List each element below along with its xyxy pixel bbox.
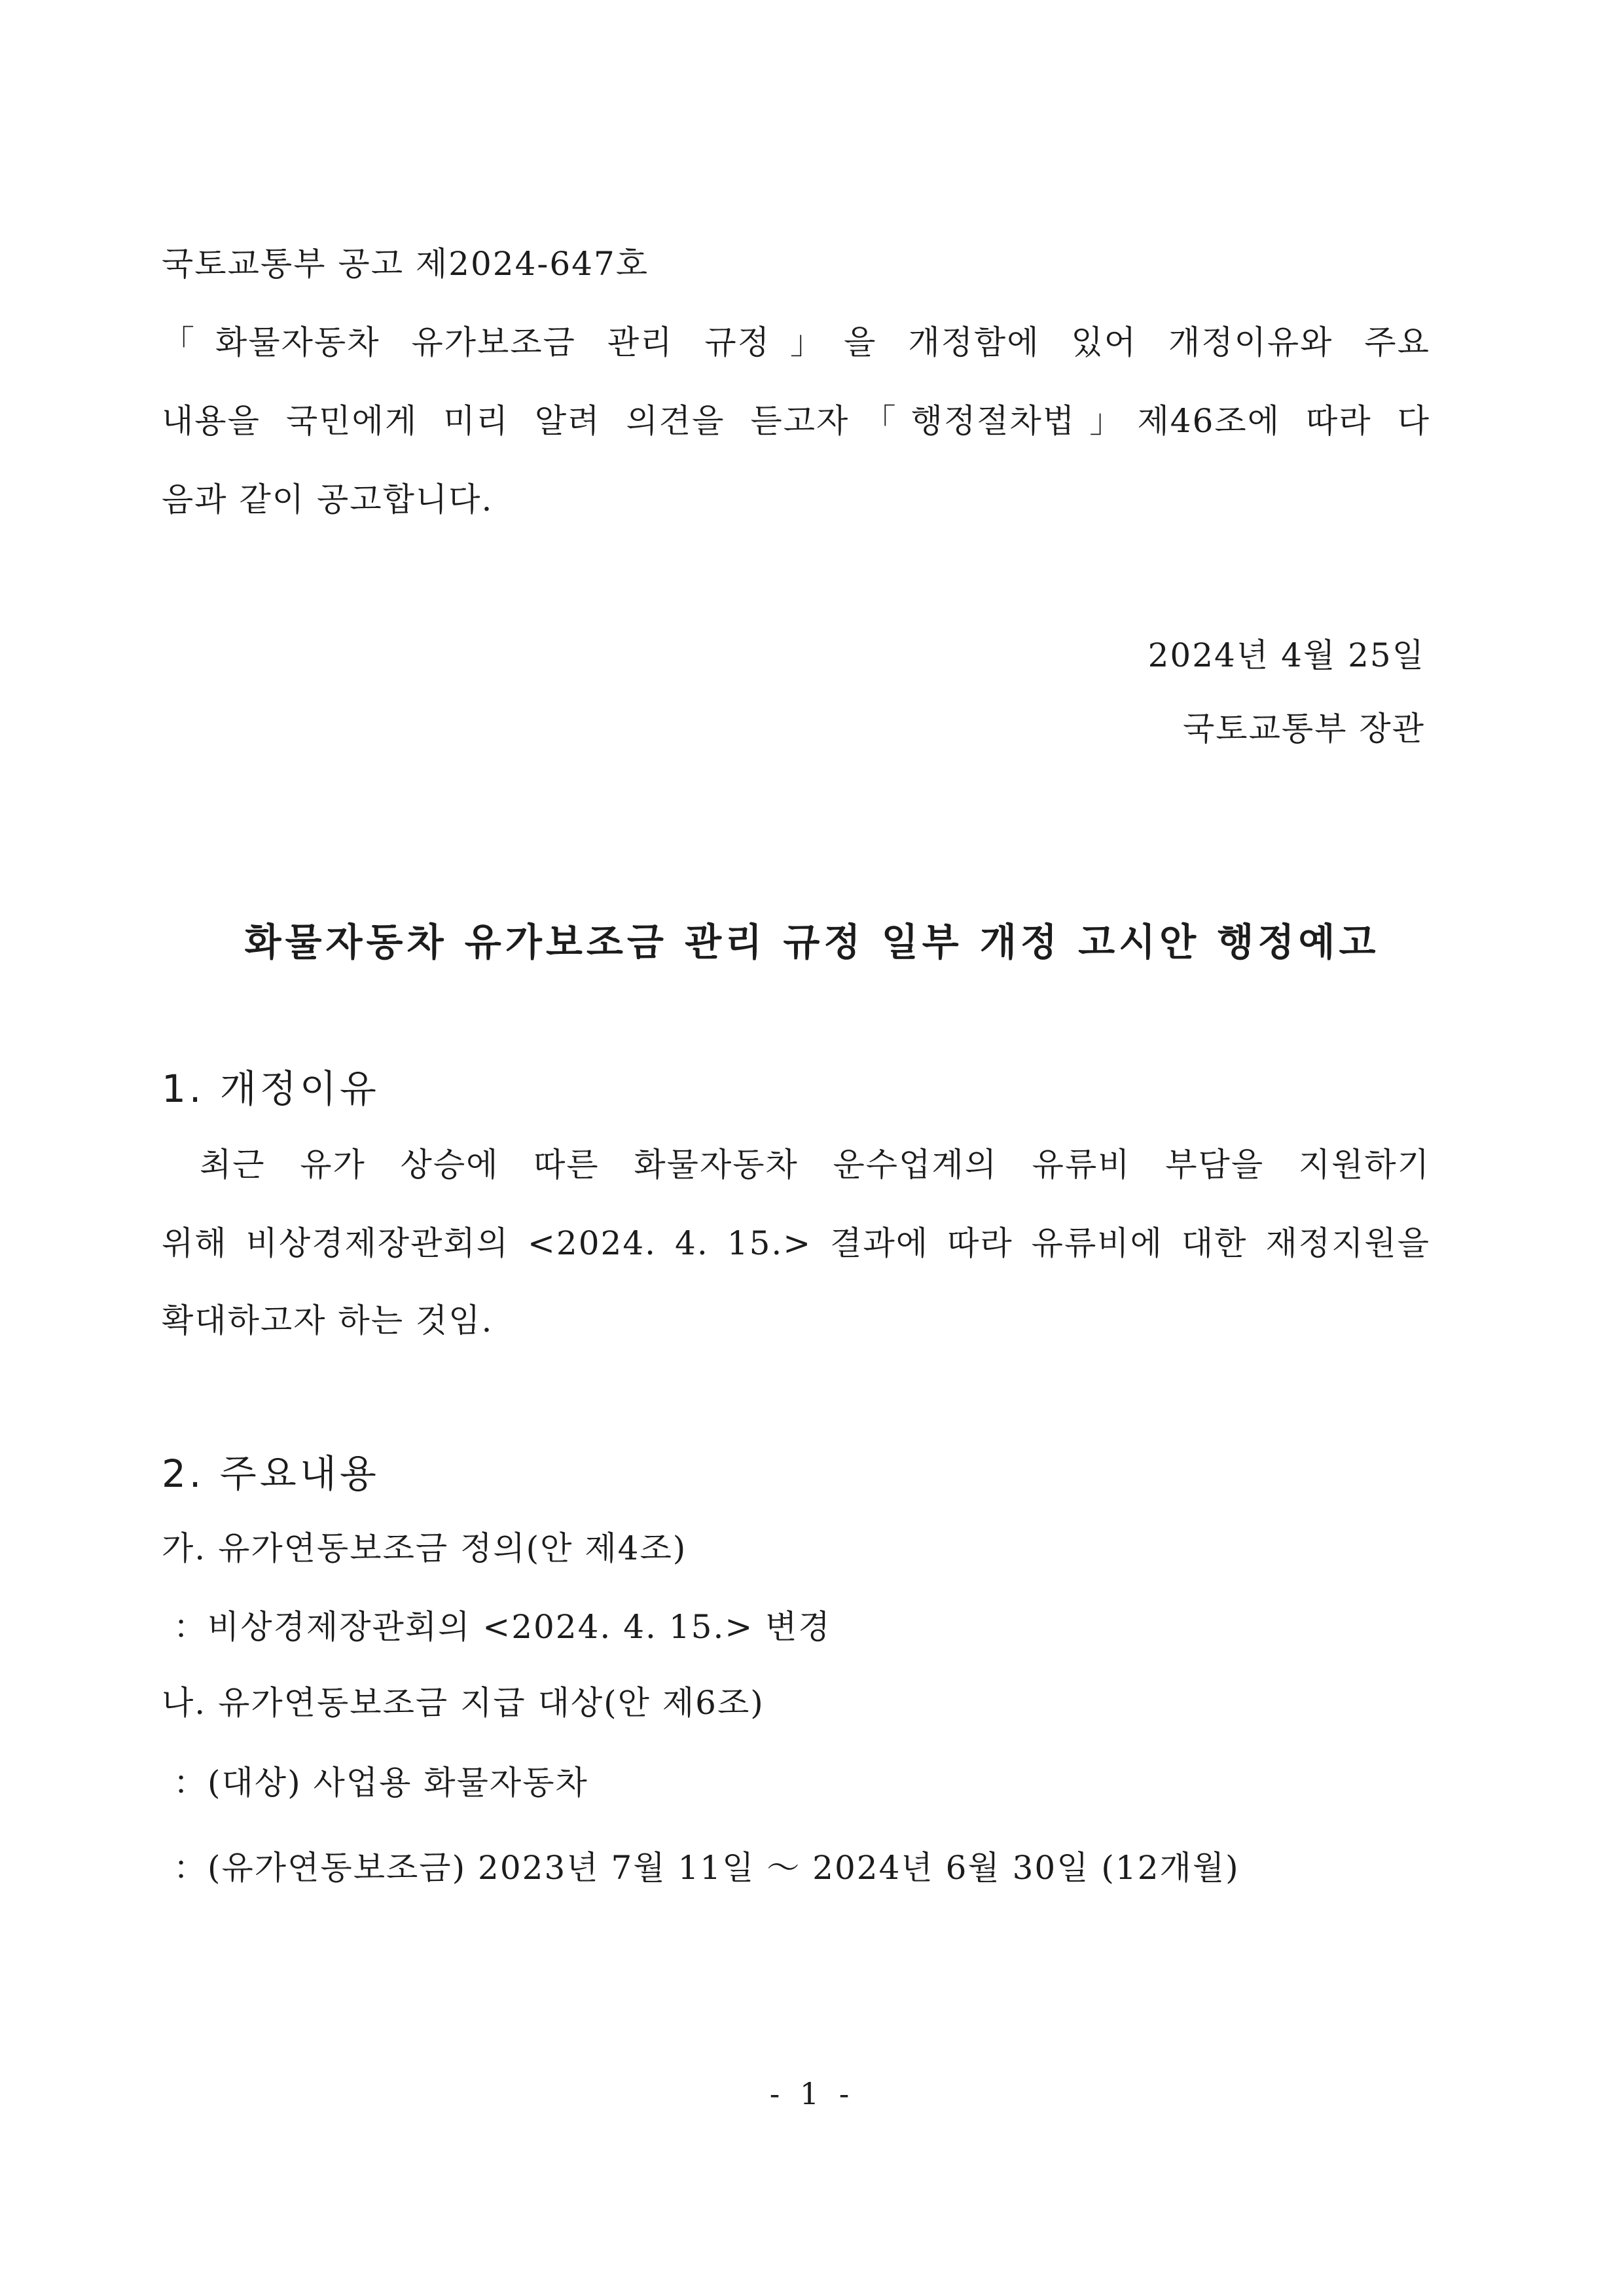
section-2-item-detail: ：(대상) 사업용 화물자동차 <box>173 1764 588 1802</box>
notice-intro-line: 내용을 국민에게 미리 알려 의견을 듣고자「행정절차법」제46조에 따라 다 <box>162 402 1430 440</box>
section-1-line: 최근 유가 상승에 따른 화물자동차 운수업계의 유류비 부담을 지원하기 <box>200 1146 1430 1184</box>
section-2-item-label: 나. 유가연동보조금 지급 대상(안 제6조) <box>162 1684 765 1722</box>
section-2-heading: 2. 주요내용 <box>162 1451 380 1496</box>
section-1-line: 위해 비상경제장관회의 <2024. 4. 15.> 결과에 따라 유류비에 대한 재정지원을 <box>162 1224 1430 1262</box>
notice-intro-line: 음과 같이 공고합니다. <box>162 481 494 519</box>
section-2-item-detail: ：비상경제장관회의 <2024. 4. 15.> 변경 <box>173 1608 831 1646</box>
notice-intro-line: 「화물자동차 유가보조금 관리 규정」을 개정함에 있어 개정이유와 주요 <box>162 323 1430 361</box>
section-2-item-detail: ：(유가연동보조금) 2023년 7월 11일 ～ 2024년 6월 30일 (12개월) <box>173 1849 1240 1887</box>
notice-date: 2024년 4월 25일 <box>1147 636 1425 674</box>
section-1-heading: 1. 개정이유 <box>162 1066 380 1111</box>
notice-issuer: 국토교통부 장관 <box>1183 710 1425 748</box>
document-title: 화물자동차 유가보조금 관리 규정 일부 개정 고시안 행정예고 <box>244 920 1380 964</box>
section-2-item-label: 가. 유가연동보조금 정의(안 제4조) <box>162 1529 687 1567</box>
notice-number: 국토교통부 공고 제2024-647호 <box>162 245 649 283</box>
page-number: - 1 - <box>769 2076 855 2111</box>
section-1-line: 확대하고자 하는 것임. <box>162 1302 494 1339</box>
